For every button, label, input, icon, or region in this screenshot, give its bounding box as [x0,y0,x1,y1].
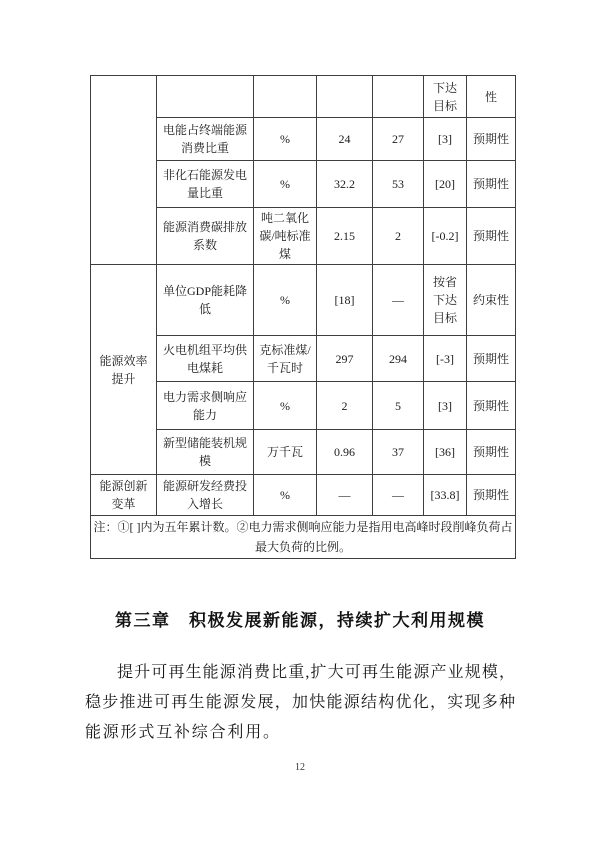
attr-cell: 性 [467,76,516,118]
delta-cell: 下达目标 [424,76,467,118]
attr-cell: 预期性 [467,118,516,161]
delta-cell: [20] [424,161,467,208]
delta-cell: [-3] [424,336,467,382]
value-2020-cell: 24 [317,118,373,161]
value-2025-cell [373,76,424,118]
attr-cell: 约束性 [467,265,516,336]
attr-cell: 预期性 [467,161,516,208]
note-cell: 注：①[ ]内为五年累计数。②电力需求侧响应能力是指用电高峰时段削峰负荷占最大负荷的比例。 [91,516,516,559]
value-2025-cell: 294 [373,336,424,382]
value-2020-cell: [18] [317,265,373,336]
value-2020-cell: 0.96 [317,430,373,475]
value-2020-cell: — [317,475,373,516]
delta-cell: [33.8] [424,475,467,516]
delta-cell: [-0.2] [424,208,467,265]
attr-cell: 预期性 [467,208,516,265]
value-2025-cell: 2 [373,208,424,265]
value-2025-cell: 5 [373,382,424,430]
paragraph-line: 能源形式互补综合利用。 [85,724,281,741]
unit-cell [254,76,317,118]
attr-cell: 预期性 [467,382,516,430]
delta-cell: 按省下达目标 [424,265,467,336]
indicator-cell: 能源研发经费投入增长 [157,475,254,516]
value-2020-cell: 2 [317,382,373,430]
indicator-cell: 新型储能装机规模 [157,430,254,475]
table-row [91,265,516,336]
unit-cell: % [254,118,317,161]
value-2020-cell: 2.15 [317,208,373,265]
indicator-cell: 单位GDP能耗降低 [157,265,254,336]
category-cell: 能源创新变革 [91,475,157,516]
unit-cell: % [254,475,317,516]
unit-cell: 万千瓦 [254,430,317,475]
value-2025-cell: — [373,265,424,336]
paragraph-line: 提升可再生能源消费比重,扩大可再生能源产业规模， [117,664,515,681]
attr-cell: 预期性 [467,475,516,516]
indicator-cell: 非化石能源发电量比重 [157,161,254,208]
indicator-cell [157,76,254,118]
unit-cell: % [254,265,317,336]
indicator-cell: 火电机组平均供电煤耗 [157,336,254,382]
unit-cell: 克标准煤/千瓦时 [254,336,317,382]
delta-cell: [36] [424,430,467,475]
value-2020-cell: 32.2 [317,161,373,208]
body-paragraph [85,658,515,748]
unit-cell: 吨二氧化碳/吨标准煤 [254,208,317,265]
value-2025-cell: 37 [373,430,424,475]
table-note-row [91,516,516,559]
page-number: 12 [295,762,305,773]
category-cell: 能源效率提升 [91,265,157,475]
value-2025-cell: 27 [373,118,424,161]
unit-cell: % [254,382,317,430]
value-2025-cell: 53 [373,161,424,208]
indicator-cell: 能源消费碳排放系数 [157,208,254,265]
value-2020-cell [317,76,373,118]
delta-cell: [3] [424,118,467,161]
table-row [91,475,516,516]
delta-cell: [3] [424,382,467,430]
category-cell [91,76,157,265]
value-2020-cell: 297 [317,336,373,382]
indicator-cell: 电能占终端能源消费比重 [157,118,254,161]
attr-cell: 预期性 [467,336,516,382]
value-2025-cell: — [373,475,424,516]
indicator-cell: 电力需求侧响应能力 [157,382,254,430]
chapter-heading: 第三章 积极发展新能源，持续扩大利用规模 [115,611,485,630]
attr-cell: 预期性 [467,430,516,475]
unit-cell: % [254,161,317,208]
paragraph-line: 稳步推进可再生能源发展，加快能源结构优化，实现多种 [85,694,515,711]
table-row [91,76,516,118]
indicators-table [90,75,516,559]
